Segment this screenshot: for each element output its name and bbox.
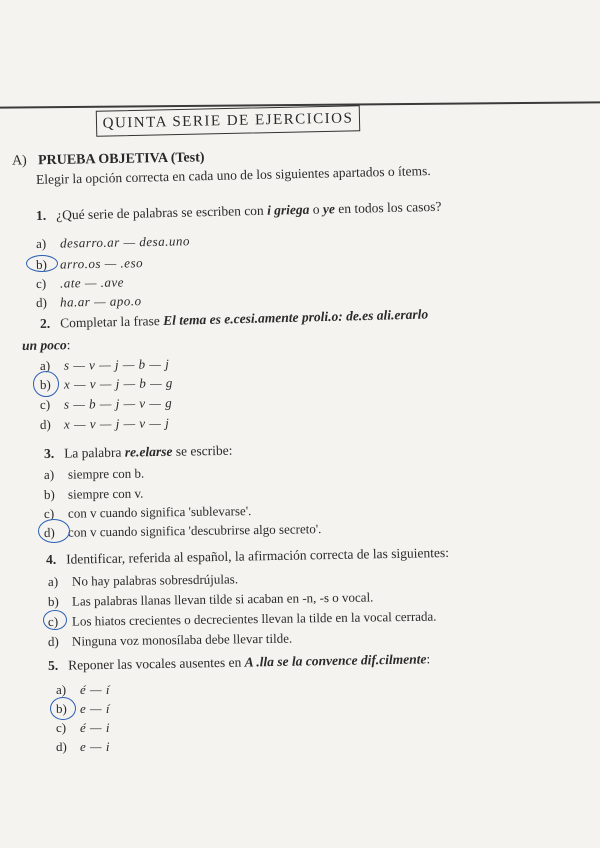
option-1a[interactable] bbox=[36, 233, 190, 252]
question-number: 4. bbox=[45, 551, 57, 567]
option-4b[interactable] bbox=[48, 589, 374, 610]
question-emphasis: i griega bbox=[266, 201, 310, 218]
question-prompt: Completar la frase bbox=[59, 312, 164, 331]
option-text: Ninguna voz monosílaba debe llevar tilde. bbox=[71, 630, 293, 649]
option-letter: b) bbox=[35, 256, 47, 272]
option-letter: c) bbox=[39, 396, 51, 412]
option-text: s — b — j — v — g bbox=[63, 395, 173, 412]
option-text: ha.ar — apo.o bbox=[59, 293, 142, 310]
option-3c[interactable] bbox=[44, 503, 252, 522]
question-emphasis: re.elarse bbox=[124, 443, 173, 460]
option-letter: a) bbox=[39, 357, 51, 373]
option-letter: d) bbox=[47, 633, 59, 649]
option-2a[interactable] bbox=[40, 356, 170, 374]
option-letter: b) bbox=[39, 376, 51, 392]
question-5 bbox=[48, 651, 431, 674]
option-4d[interactable] bbox=[48, 631, 292, 650]
question-emphasis: ye bbox=[322, 201, 336, 217]
question-1 bbox=[36, 199, 442, 224]
option-4a[interactable] bbox=[48, 571, 238, 590]
option-text: .ate — .ave bbox=[59, 274, 125, 291]
option-letter: d) bbox=[35, 294, 47, 310]
question-number: 2. bbox=[39, 315, 51, 331]
option-letter: c) bbox=[35, 275, 47, 291]
answer-mark-3d bbox=[38, 519, 70, 543]
question-prompt: se escribe: bbox=[172, 442, 233, 459]
option-1d[interactable] bbox=[36, 293, 142, 311]
section-title: PRUEBA OBJETIVA (Test) bbox=[37, 150, 205, 169]
answer-mark-5b bbox=[50, 697, 76, 720]
answer-mark-2b bbox=[33, 371, 59, 397]
question-emphasis: un poco bbox=[21, 337, 67, 353]
section-letter: A) bbox=[11, 153, 27, 169]
option-5d[interactable] bbox=[56, 739, 110, 755]
option-text: No hay palabras sobresdrújulas. bbox=[71, 571, 239, 589]
question-2-line2 bbox=[22, 337, 71, 354]
option-letter: b) bbox=[43, 486, 55, 502]
answer-mark-1b bbox=[26, 255, 58, 272]
option-letter: b) bbox=[47, 593, 59, 609]
question-2 bbox=[40, 307, 429, 332]
option-text: x — v — j — v — j bbox=[63, 415, 170, 432]
option-2c[interactable] bbox=[40, 395, 172, 413]
section-heading bbox=[12, 150, 205, 169]
page-title bbox=[96, 105, 360, 137]
option-text: arro.os — .eso bbox=[59, 255, 144, 272]
option-2b[interactable] bbox=[40, 375, 173, 393]
option-text: e — i bbox=[80, 739, 110, 754]
option-text: s — v — j — b — j bbox=[63, 356, 170, 373]
option-text: é — í bbox=[80, 682, 110, 697]
option-letter: a) bbox=[35, 235, 47, 251]
option-text: x — v — j — b — g bbox=[63, 375, 173, 392]
answer-mark-4c bbox=[43, 610, 67, 630]
option-letter: d) bbox=[39, 416, 51, 432]
option-letter: b) bbox=[56, 701, 67, 716]
option-text: Las palabras llanas llevan tilde si acaban en -n, -s o vocal. bbox=[71, 589, 374, 609]
question-number: 1. bbox=[35, 207, 47, 223]
question-prompt: en todos los casos? bbox=[334, 198, 442, 217]
option-5a[interactable] bbox=[56, 682, 110, 698]
option-text: e — í bbox=[80, 701, 110, 716]
option-letter: c) bbox=[43, 505, 55, 521]
option-1c[interactable] bbox=[36, 274, 124, 292]
option-letter: c) bbox=[47, 613, 59, 629]
option-text: con v cuando significa 'descubrirse algo secreto'. bbox=[67, 521, 322, 540]
option-text: Los hiatos crecientes o decrecientes llevan la tilde en la vocal cerrada. bbox=[71, 608, 437, 629]
title-text: QUINTA SERIE DE EJERCICIOS bbox=[102, 109, 354, 132]
option-text: con v cuando significa 'sublevarse'. bbox=[67, 503, 252, 521]
question-number: 3. bbox=[43, 445, 55, 461]
question-prompt: ¿Qué serie de palabras se escriben con bbox=[55, 202, 268, 223]
option-text: desarro.ar — desa.uno bbox=[59, 233, 191, 251]
question-number: 5. bbox=[47, 657, 59, 673]
question-3 bbox=[44, 443, 233, 462]
question-prompt: o bbox=[309, 201, 324, 217]
option-letter: a) bbox=[43, 466, 55, 482]
question-prompt: La palabra bbox=[63, 444, 125, 461]
option-4c[interactable] bbox=[48, 609, 437, 630]
option-letter: c) bbox=[56, 720, 67, 735]
question-prompt: Identificar, referida al español, la afirmación correcta de las siguientes: bbox=[65, 544, 450, 567]
option-text: é — i bbox=[80, 720, 110, 735]
question-prompt: : bbox=[66, 337, 71, 353]
option-2d[interactable] bbox=[40, 415, 169, 433]
option-3b[interactable] bbox=[44, 486, 144, 503]
option-text: siempre con v. bbox=[67, 485, 144, 502]
option-letter: a) bbox=[47, 573, 59, 589]
question-emphasis: El tema es e.cesi.amente proli.o: de.es ali.erarlo bbox=[162, 306, 429, 328]
question-4 bbox=[46, 545, 449, 568]
option-3a[interactable] bbox=[44, 466, 144, 483]
question-prompt: Reponer las vocales ausentes en bbox=[67, 654, 245, 673]
question-prompt: : bbox=[426, 651, 431, 667]
instructions: Elegir la opción correcta en cada uno de los siguientes apartados o ítems. bbox=[35, 163, 431, 187]
option-letter: d) bbox=[56, 739, 67, 754]
option-5c[interactable] bbox=[56, 720, 110, 736]
option-letter: a) bbox=[56, 682, 67, 697]
option-3d[interactable] bbox=[44, 521, 322, 541]
question-emphasis: A .lla se la convence dif.cilmente bbox=[244, 651, 427, 670]
option-text: siempre con b. bbox=[67, 465, 145, 482]
option-letter: d) bbox=[43, 524, 55, 540]
